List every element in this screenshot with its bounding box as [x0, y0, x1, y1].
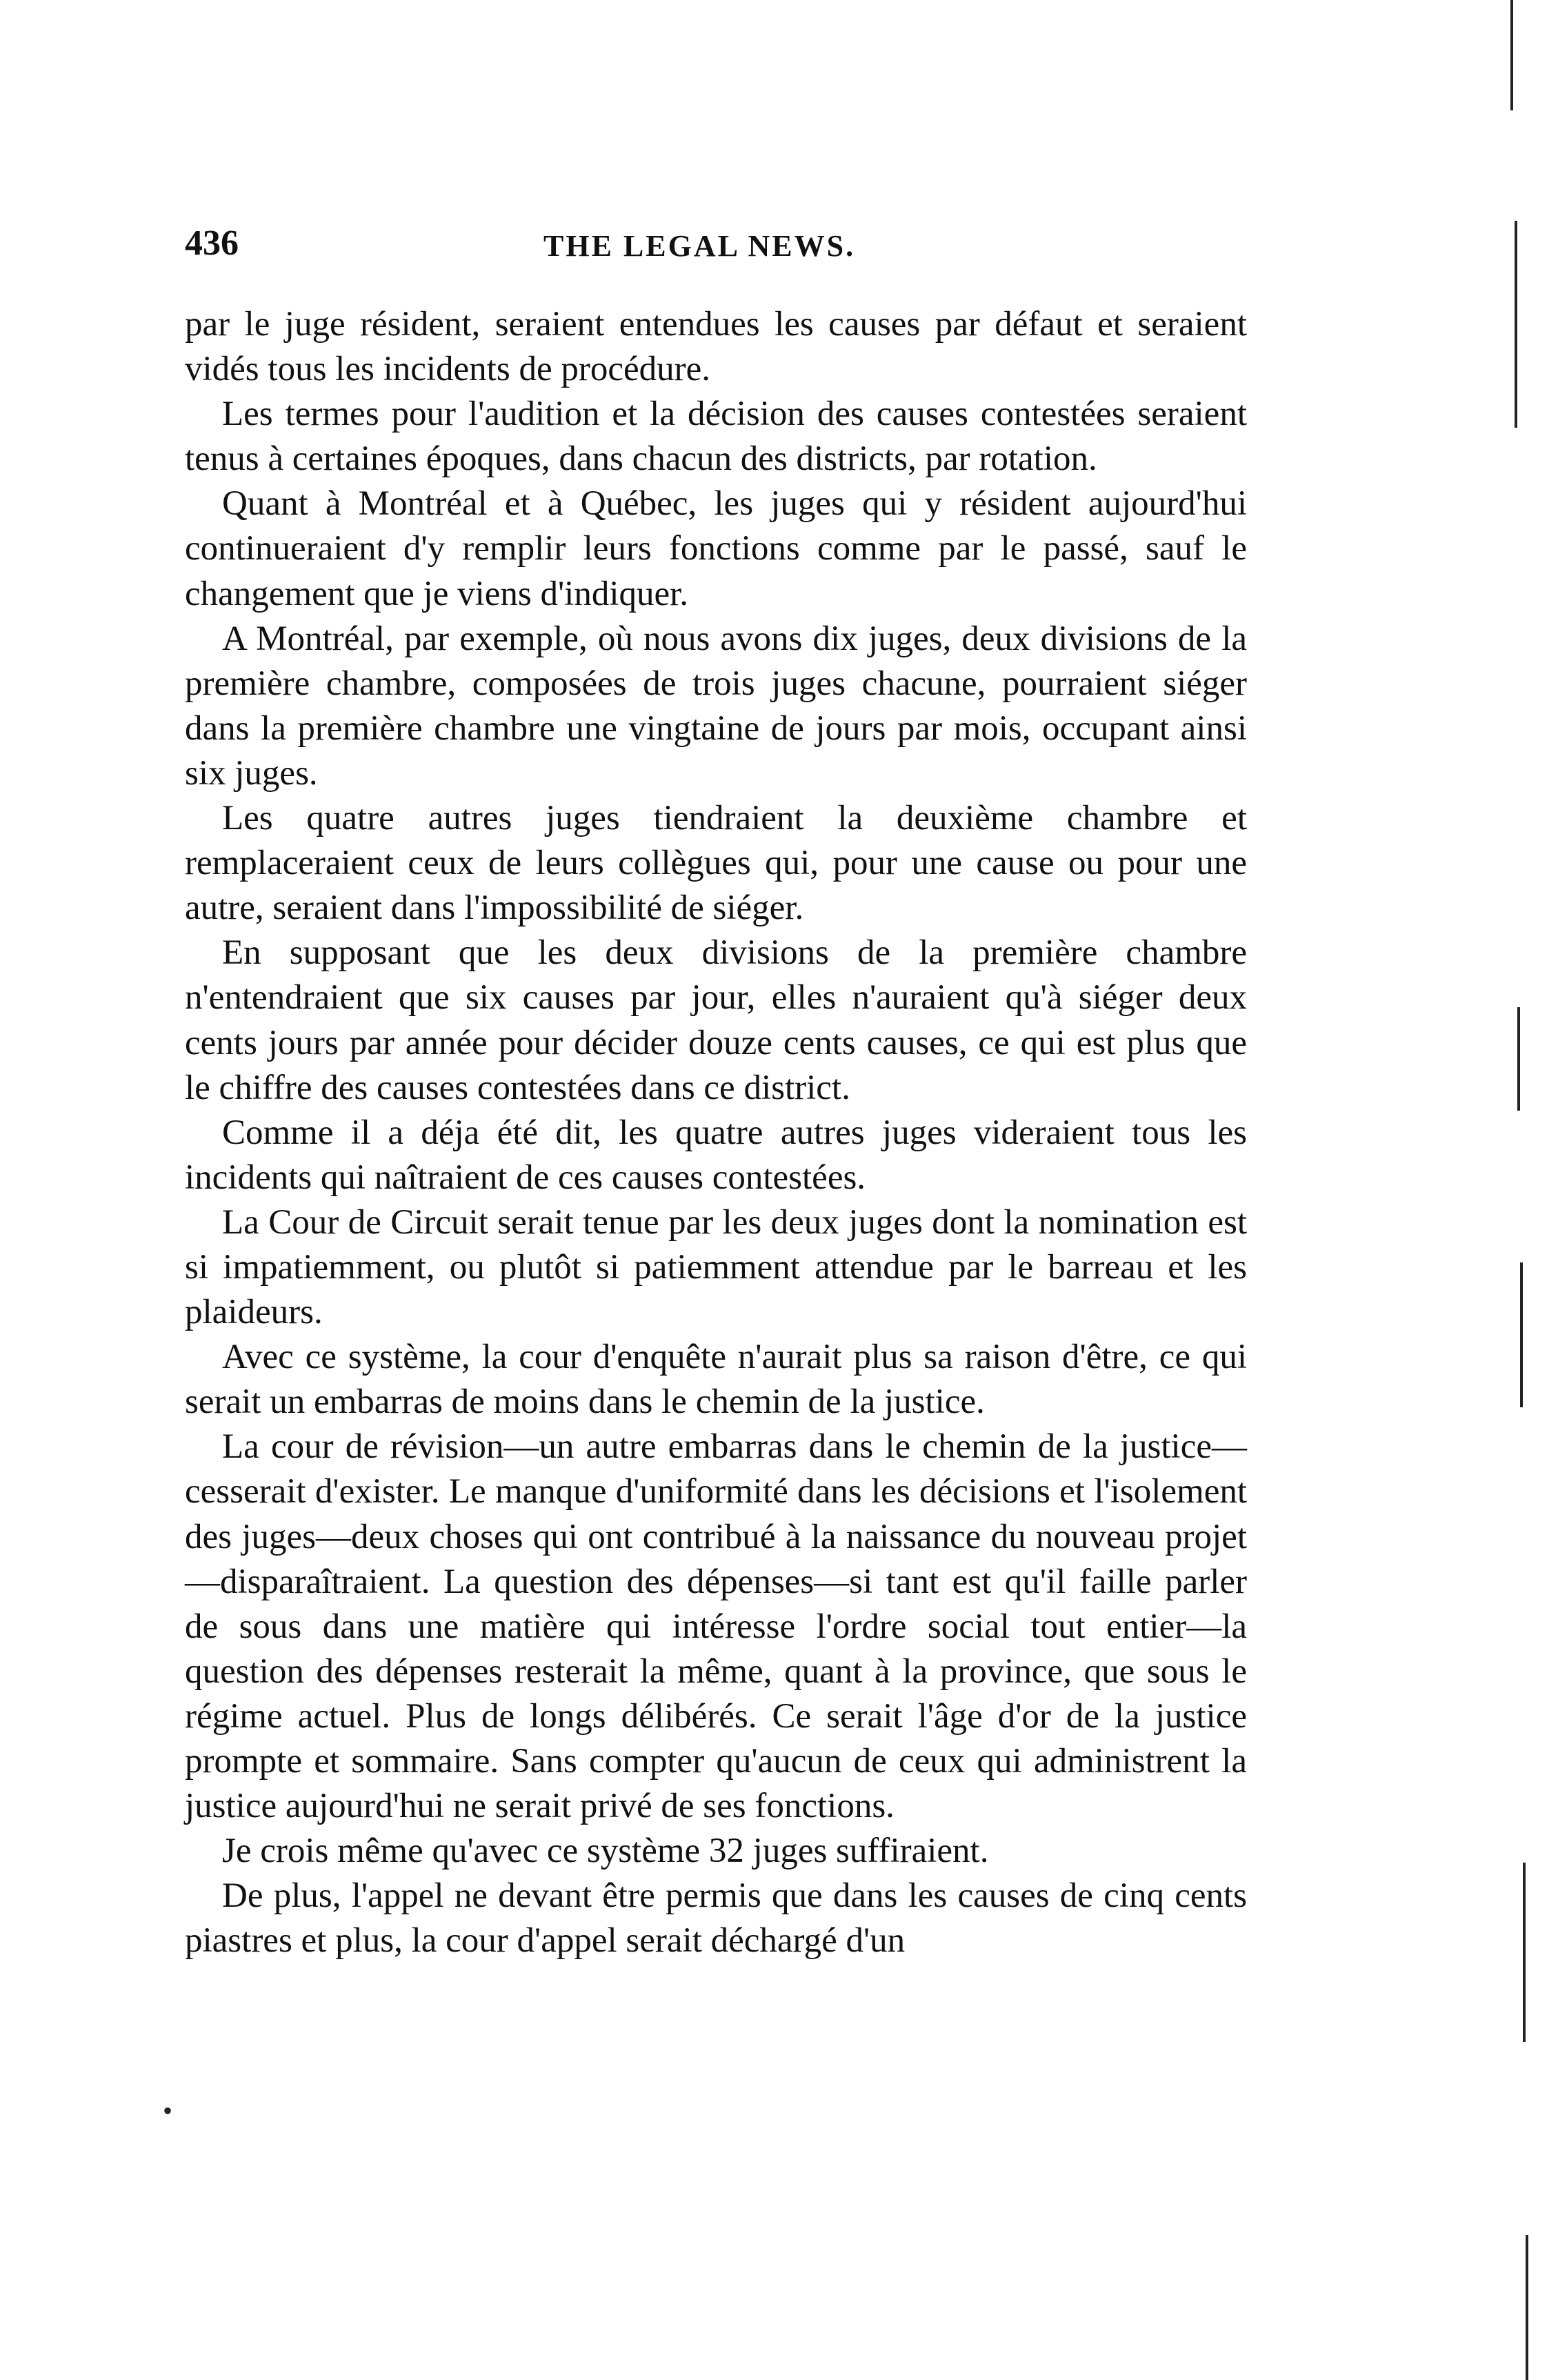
- paragraph: Les quatre autres juges tiendraient la deuxième chambre et remplaceraient ceux de leurs collègues qui, pour une cause ou pour une autre, seraient dans l'impossibilité de siéger.: [185, 799, 1247, 928]
- paragraph: De plus, l'appel ne devant être permis que dans les causes de cinq cents piastres et plus, la cour d'appel serait déchargé d'un: [185, 1876, 1247, 1961]
- body-text: [185, 302, 1247, 1963]
- scan-edge-mark: [1520, 1262, 1523, 1407]
- paragraph: La cour de révision—un autre embarras dans le chemin de la justice—cesserait d'exister. Le manque d'uniformité dans les décisions et l'isolement des juges—deux choses qui ont contribué à la naissance du nouveau projet—disparaîtraient. La question des dépenses—si tant est qu'il faille parler de sous dans une matière qui intéresse l'ordre social tout entier—la question des dépenses resterait la même, quant à la province, que sous le régime actuel. Plus de longs délibérés. Ce serait l'âge d'or de la justice prompte et sommaire. Sans compter qu'aucun de ceux qui administrent la justice aujourd'hui ne serait privé de ses fonctions.: [185, 1427, 1247, 1826]
- paragraph: par le juge résident, seraient entendues les causes par défaut et seraient vidés tous les incidents de procédure.: [185, 305, 1247, 389]
- running-title: THE LEGAL NEWS.: [543, 229, 856, 263]
- paragraph: La Cour de Circuit serait tenue par les deux juges dont la nomination est si impatiemment, ou plutôt si patiemment attendue par le barreau et les plaideurs.: [185, 1202, 1247, 1332]
- paragraph: Quant à Montréal et à Québec, les juges qui y résident aujourd'hui continueraient d'y remplir leurs fonctions comme par le passé, sauf le changement que je viens d'indiquer.: [185, 484, 1247, 613]
- margin-mark: •: [163, 2095, 173, 2126]
- page-number: 436: [185, 224, 239, 263]
- page-header: [185, 219, 1247, 268]
- scan-edge-mark: [1526, 2235, 1528, 2380]
- paragraph: Je crois même qu'avec ce système 32 juges suffiraient.: [222, 1832, 989, 1871]
- paragraph: En supposant que les deux divisions de la première chambre n'entendraient que six causes par jour, elles n'auraient qu'à siéger deux cents jours par année pour décider douze cents causes, ce qui est plus que le chiffre des causes contestées dans ce district.: [185, 933, 1247, 1107]
- paragraph: A Montréal, par exemple, où nous avons dix juges, deux divisions de la première chambre, composées de trois juges chacune, pourraient siéger dans la première chambre une vingtaine de jours par mois, occupant ainsi six juges.: [185, 619, 1247, 793]
- scan-edge-mark: [1523, 1863, 1526, 2042]
- paragraph: Avec ce système, la cour d'enquête n'aurait plus sa raison d'être, ce qui serait un embarras de moins dans le chemin de la justice.: [185, 1338, 1247, 1422]
- scan-edge-mark: [1515, 221, 1517, 428]
- scan-edge-mark: [1517, 1007, 1520, 1111]
- scan-edge-mark: [1510, 0, 1513, 110]
- paragraph: Les termes pour l'audition et la décision des causes contestées seraient tenus à certaines époques, dans chacun des districts, par rotation.: [185, 395, 1247, 479]
- paragraph: Comme il a déja été dit, les quatre autres juges videraient tous les incidents qui naîtraient de ces causes contestées.: [185, 1113, 1247, 1197]
